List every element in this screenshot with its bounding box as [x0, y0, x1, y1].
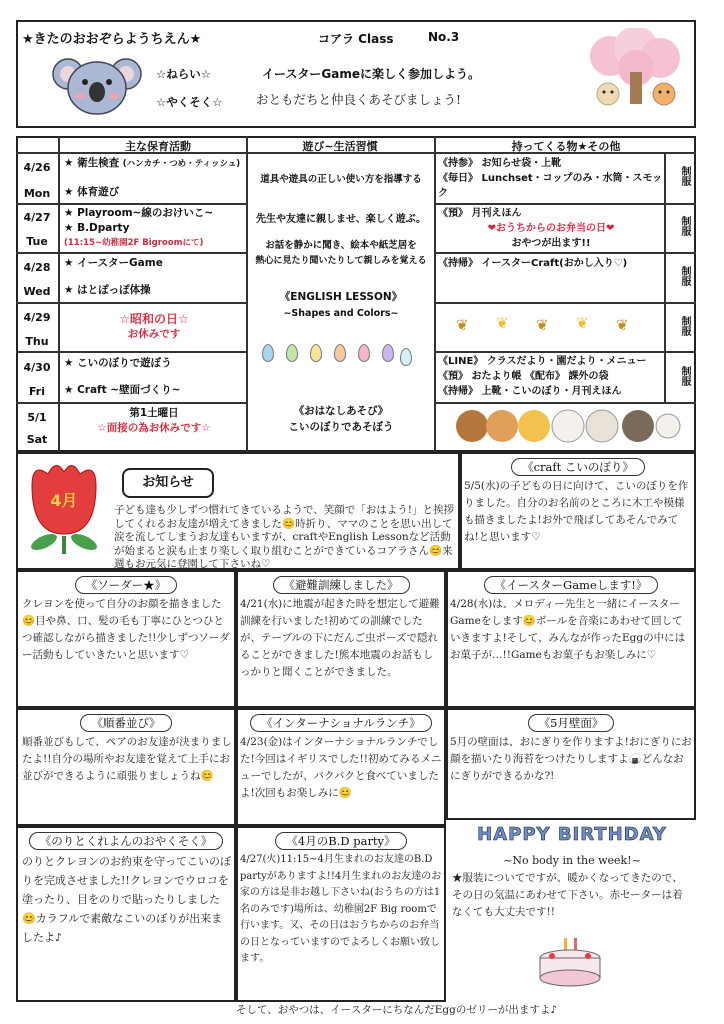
notice-title: お知らせ: [122, 468, 214, 498]
craft-title-wrap: [462, 456, 694, 476]
activity-cell: ★ Playroom~線のおけいこ~ ★ B.Dparty (11:15~幼稚園2F Bigroomにて): [64, 207, 214, 248]
col-header-items: 持ってくる物★その他: [511, 140, 621, 153]
date-cell: 4/26 Mon: [23, 161, 51, 200]
issue-number: No.3: [428, 30, 460, 44]
uniform-note: 制服: [679, 266, 690, 286]
date-cell: 4/27 Tue: [23, 211, 51, 248]
birthday-body: ★服装についてですが、暖かくなってきたので、その日の気温にあわせて下さい。赤セーターは着なくても大丈夫です!!: [452, 872, 683, 918]
section-body: 4/21(水)に地震が起きた時を想定して避難訓練を行いました!初めての訓練でしたが、テーブルの下にだんご虫ポーズで隠れることができました!熊本地震のお話もしっかりと聞くことができました。: [240, 598, 440, 678]
cherry-tree-illustration: [578, 28, 688, 116]
aim-text: イースターGameに楽しく参加しよう。: [262, 67, 480, 81]
aim-label: ☆ねらい☆: [156, 67, 212, 81]
butterfly-icon: ❦: [496, 314, 509, 332]
activity-cell: ★ こいのぼりで遊ぼう ★ Craft ~壁面づくり~: [64, 357, 181, 396]
english-lesson-title: 《ENGLISH LESSON》: [279, 291, 403, 303]
craft-body: 5/5(水)の子どもの日に向けて、こいのぼりを作りました。自分のお名前のところに木工や模様も描きましたよ!お外で飛ばしてあそんでみてね!と思います♡: [464, 480, 689, 543]
easter-egg-icon: [382, 344, 394, 362]
birthday-subtitle: ~No body in the week!~: [503, 854, 641, 867]
section-body: 4/23(金)はインターナショナルランチでした!今回はイギリスでした!!初めてみるメニューでしたが、パクパクと食べていましたよ!次回もお楽しみに😊: [240, 736, 442, 799]
section-title-wrap: [238, 574, 444, 594]
story-play-title: 《おはなしあそび》: [293, 405, 389, 417]
easter-egg-icon: [334, 344, 346, 362]
easter-egg-icon: [358, 344, 370, 362]
section-body: 順番並びもして、ペアのお友達が決まりましたよ!!自分の場所やお友達を覚えて上手にお並びができるように頑張りましょうね😊: [22, 736, 232, 782]
promise-text: おともだちと仲良くあそびましょう!: [256, 92, 462, 107]
holiday-cell: ☆昭和の日☆ お休みです: [119, 312, 189, 340]
section-title-wrap: [238, 712, 444, 732]
section-body: 5月の壁面は、おにぎりを作りますよ!おにぎりにお顔を描いたり海苔をつけたりしますよ🍙どんなおにぎりができるかな?!: [450, 736, 692, 782]
butterfly-icon: ❦: [456, 316, 469, 334]
section-title: 《順番並び》: [80, 714, 171, 732]
butterfly-icon: ❦: [536, 316, 549, 334]
easter-egg-icon: [310, 344, 322, 362]
easter-egg-icon: [262, 344, 274, 362]
uniform-note: 制服: [679, 166, 690, 186]
section-title: 《4月のB.D party》: [275, 832, 406, 850]
habit-2: 先生や友達に親しませ、楽しく遊ぶ。: [256, 214, 426, 225]
story-play-subtitle: こいのぼりであそぼう: [288, 421, 394, 433]
section-title-wrap: [448, 574, 694, 594]
items-cell: 《持参》 お知らせ袋・上靴 《毎日》 Lunchset・コップのみ・水筒・スモック: [438, 158, 663, 199]
date-cell: 4/30 Fri: [23, 361, 51, 398]
col-header-activities: 主な保育活動: [125, 140, 191, 153]
easter-egg-icon: [286, 344, 298, 362]
birthday-cake-icon: [530, 936, 610, 990]
uniform-note: 制服: [679, 216, 690, 236]
date-cell: 5/1 Sat: [26, 411, 48, 446]
section-body: 4/27(火)11:15~4月生まれのお友達のB.D partyがありますよ!!4月生まれのお友達のお家の方は是非お越し下さいね(おうちの方は1名のみです)場所は、幼稚園2F Big roomで行います。又、その日はおうちからのお弁当の日となっていますのでよろしくお願い致します。: [240, 854, 442, 964]
section-title-wrap: [238, 830, 444, 850]
section-title: 《インターナショナルランチ》: [250, 714, 432, 732]
birthday-banner: HAPPY BIRTHDAY: [477, 824, 667, 845]
activity-cell: ★ イースターGame ★ はとぽっぽ体操: [64, 257, 163, 296]
promise-label: ☆やくそく☆: [156, 95, 223, 109]
footer-note: そして、おやつは、イースターにちなんだEggのゼリーが出ますよ♪: [236, 1004, 558, 1016]
section-title-wrap: [18, 712, 234, 732]
section-title-wrap: [448, 712, 694, 732]
koala-icon: [52, 52, 142, 118]
section-body: のりとクレヨンのお約束を守ってこいのぼりを完成させました!!クレヨンでウロコを塗ったり、目をのりで貼ったりしました😊カラフルで素敵なこいのぼりが出来ましたよ♪: [22, 855, 231, 944]
date-cell: 4/28 Wed: [23, 261, 51, 298]
habit-4: 熱心に見たり聞いたりして親しみを覚える: [255, 256, 427, 266]
items-cell: 《LINE》 クラスだより・園だより・メニュー 《預》 おたより帳 《配布》 課外の袋 《持帰》 上靴・こいのぼり・月刊えほん: [438, 356, 647, 397]
section-title: 《のりとくれよんのおやくそく》: [29, 832, 224, 850]
craft-title: 《craft こいのぼり》: [511, 458, 645, 476]
butterfly-icon: ❦: [616, 316, 629, 334]
items-cell: 《預》 月刊えほん ❤おうちからのお弁当の日❤ おやつが出ます!!: [438, 208, 615, 249]
section-title: 《ソーダー★》: [75, 576, 178, 594]
section-title: 《5月壁面》: [528, 714, 615, 732]
animals-illustration: [452, 404, 682, 448]
section-title-wrap: [18, 830, 234, 850]
school-title: ★きたのおおぞらようちえん★: [22, 32, 202, 47]
easter-egg-icon: [400, 348, 412, 366]
col-header-habits: 遊び~生活習慣: [302, 140, 378, 153]
month-badge: 4月: [50, 491, 78, 510]
section-title: 《イースターGameします!》: [484, 576, 659, 594]
habit-1: 道具や遊具の正しい使い方を指導する: [260, 174, 422, 185]
class-name: コアラ Class: [318, 32, 394, 46]
items-cell: 《持帰》 イースターCraft(おかし入り♡): [438, 258, 628, 269]
uniform-note: 制服: [679, 316, 690, 336]
section-body: 4/28(水)は、メロディー先生と一緒にイースターGameをします😊ボールを音楽にあわせて回していきますよ!そして、みんなが作ったEggの中にはお菓子が…!!Gameもお菓子もお楽しみに♡: [450, 598, 686, 661]
uniform-note: 制服: [679, 366, 690, 386]
notice-body: 子ども達も少しずつ慣れてきているようで、笑顔で「おはよう!」と挨拶してくれるお友達が増えてきました😊時折り、ママのことを思い出して涙を流してしまうお友達もいますが、craftやEnglish Lessonなど活動が始まると涙も止まり楽しく取り組むことができているコアラさん😊来週もお元気に登園して下さいね♡: [114, 504, 455, 570]
section-body: クレヨンを使って自分のお顔を描きました😊目や鼻、口、髪の毛も丁寧にひとつひとつ確認しながら描きました!!少しずつソーダー活動もしていきたいと思います♡: [22, 598, 230, 661]
section-title: 《避難訓練しました》: [273, 576, 410, 594]
activity-cell: ★ 衛生検査 (ハンカチ・つめ・ティッシュ) ★ 体育遊び: [64, 157, 241, 198]
date-cell: 4/29 Thu: [23, 311, 51, 348]
saturday-cell: 第1土曜日 ☆面接の為お休みです☆: [97, 407, 211, 434]
butterfly-icon: ❦: [576, 314, 589, 332]
habit-3: お話を静かに聞き、絵本や紙芝居を: [265, 240, 417, 251]
section-title-wrap: [18, 574, 234, 594]
english-lesson-subtitle: ~Shapes and Colors~: [283, 308, 399, 319]
